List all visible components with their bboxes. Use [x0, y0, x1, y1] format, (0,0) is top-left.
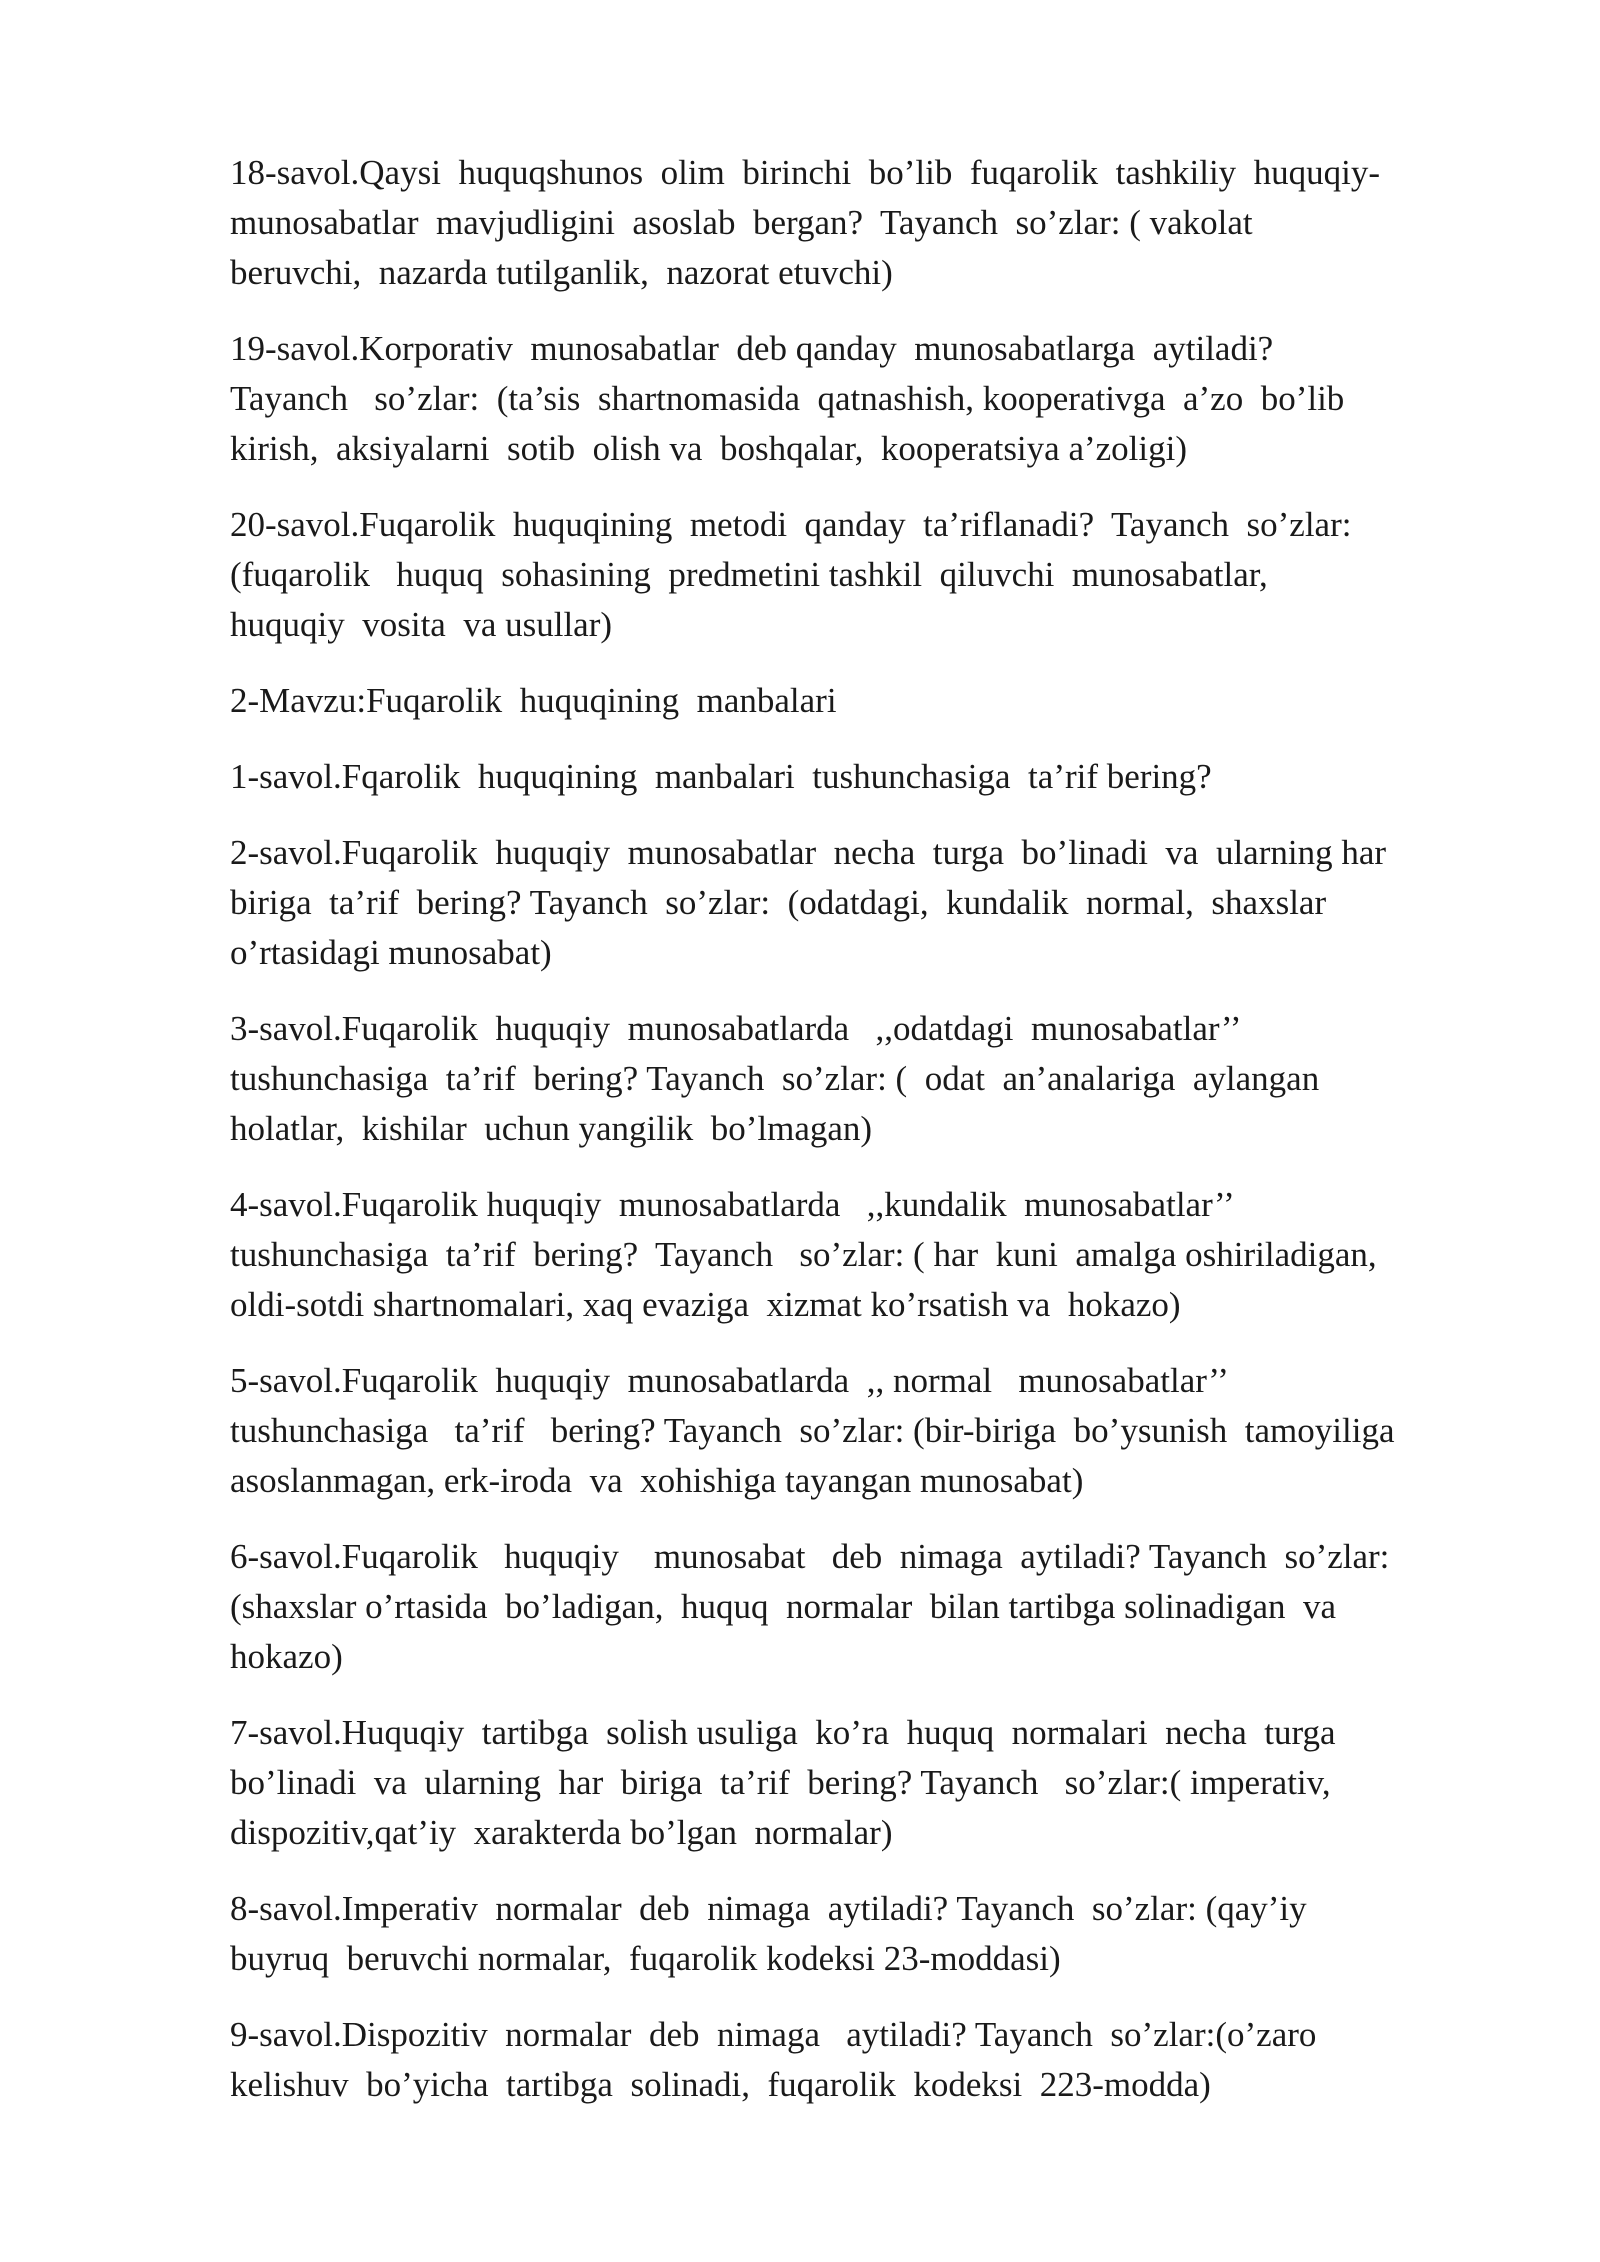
text-line: oldi-sotdi shartnomalari, xaq evaziga xizmat ko’rsatish va hokazo) [230, 1285, 1181, 1324]
paragraph [230, 500, 1495, 650]
text-line: Tayanch so’zlar: (ta’sis shartnomasida qatnashish, kooperativga a’zo bo’lib [230, 379, 1345, 418]
text-line: 20-savol.Fuqarolik huquqining metodi qanday ta’riflanadi? Tayanch so’zlar: [230, 505, 1352, 544]
text-line: tushunchasiga ta’rif bering? Tayanch so’zlar: ( har kuni amalga oshiriladigan, [230, 1235, 1377, 1274]
text-line: 19-savol.Korporativ munosabatlar deb qanday munosabatlarga aytiladi? [230, 329, 1274, 368]
paragraph [230, 752, 1495, 802]
text-line: 7-savol.Huquqiy tartibga solish usuliga ko’ra huquq normalari necha turga [230, 1713, 1336, 1752]
paragraph [230, 676, 1495, 726]
paragraph [230, 2010, 1495, 2110]
text-line: huquqiy vosita va usullar) [230, 605, 613, 644]
text-line: 6-savol.Fuqarolik huquqiy munosabat deb nimaga aytiladi? Tayanch so’zlar: [230, 1537, 1390, 1576]
paragraph [230, 324, 1495, 474]
paragraph [230, 1004, 1495, 1154]
text-line: 5-savol.Fuqarolik huquqiy munosabatlarda ,, normal munosabatlar’’ [230, 1361, 1229, 1400]
text-line: 1-savol.Fqarolik huquqining manbalari tushunchasiga ta’rif bering? [230, 757, 1212, 796]
text-line: o’rtasidagi munosabat) [230, 933, 552, 972]
paragraph [230, 828, 1495, 978]
text-line: hokazo) [230, 1637, 343, 1676]
paragraph [230, 1180, 1495, 1330]
text-line: buyruq beruvchi normalar, fuqarolik kodeksi 23-moddasi) [230, 1939, 1061, 1978]
paragraph [230, 1532, 1495, 1682]
text-line: dispozitiv,qat’iy xarakterda bo’lgan normalar) [230, 1813, 893, 1852]
text-line: (fuqarolik huquq sohasining predmetini tashkil qiluvchi munosabatlar, [230, 555, 1268, 594]
text-line: 8-savol.Imperativ normalar deb nimaga aytiladi? Tayanch so’zlar: (qay’iy [230, 1889, 1307, 1928]
text-line: bo’linadi va ularning har biriga ta’rif bering? Tayanch so’zlar:( imperativ, [230, 1763, 1331, 1802]
text-line: (shaxslar o’rtasida bo’ladigan, huquq normalar bilan tartibga solinadigan va [230, 1587, 1337, 1626]
text-line: 9-savol.Dispozitiv normalar deb nimaga aytiladi? Tayanch so’zlar:(o’zaro [230, 2015, 1317, 2054]
text-line: kirish, aksiyalarni sotib olish va boshqalar, kooperatsiya a’zoligi) [230, 429, 1187, 468]
text-line: 4-savol.Fuqarolik huquqiy munosabatlarda ,,kundalik munosabatlar’’ [230, 1185, 1235, 1224]
text-line: biriga ta’rif bering? Tayanch so’zlar: (odatdagi, kundalik normal, shaxslar [230, 883, 1327, 922]
text-line: 18-savol.Qaysi huquqshunos olim birinchi bo’lib fuqarolik tashkiliy huquqiy- [230, 153, 1381, 192]
text-line: munosabatlar mavjudligini asoslab bergan? Tayanch so’zlar: ( vakolat [230, 203, 1253, 242]
text-line: kelishuv bo’yicha tartibga solinadi, fuqarolik kodeksi 223-modda) [230, 2065, 1211, 2104]
paragraph [230, 1884, 1495, 1984]
text-line: 2-Mavzu:Fuqarolik huquqining manbalari [230, 681, 837, 720]
paragraph [230, 1356, 1495, 1506]
paragraph [230, 148, 1495, 298]
text-line: holatlar, kishilar uchun yangilik bo’lmagan) [230, 1109, 873, 1148]
text-line: beruvchi, nazarda tutilganlik, nazorat etuvchi) [230, 253, 893, 292]
document-body [230, 148, 1495, 2136]
text-line: tushunchasiga ta’rif bering? Tayanch so’zlar: ( odat an’analariga aylangan [230, 1059, 1320, 1098]
text-line: asoslanmagan, erk-iroda va xohishiga tayangan munosabat) [230, 1461, 1084, 1500]
text-line: tushunchasiga ta’rif bering? Tayanch so’zlar: (bir-biriga bo’ysunish tamoyiliga [230, 1411, 1395, 1450]
text-line: 3-savol.Fuqarolik huquqiy munosabatlarda ,,odatdagi munosabatlar’’ [230, 1009, 1242, 1048]
text-line: 2-savol.Fuqarolik huquqiy munosabatlar necha turga bo’linadi va ularning har [230, 833, 1387, 872]
paragraph [230, 1708, 1495, 1858]
